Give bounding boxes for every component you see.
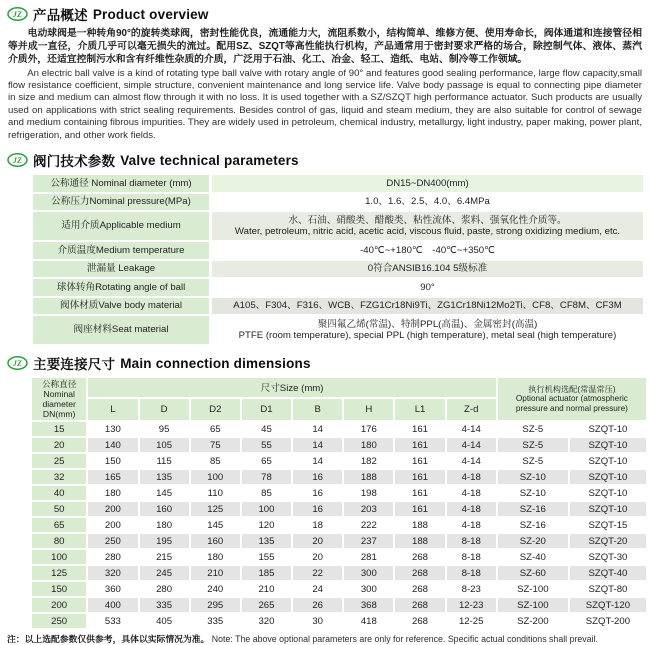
dims-header-size-col: L1 <box>395 399 444 420</box>
dim-cell: 14 <box>293 454 342 468</box>
brand-logo-icon <box>7 356 28 370</box>
overview-title-zh: 产品概述 <box>33 8 88 23</box>
dim-cell: 198 <box>344 486 393 500</box>
dim-cell: 105 <box>140 438 189 452</box>
param-label-cell: 公称压力Nominal pressure(MPa) <box>33 194 209 211</box>
dn-cell: 40 <box>32 486 86 500</box>
dim-cell: 268 <box>395 598 444 612</box>
overview-title-en: Product overview <box>92 6 209 22</box>
actuator-cell: SZ-100 <box>498 582 568 596</box>
dim-cell: 16 <box>293 470 342 484</box>
dim-cell: 115 <box>140 454 189 468</box>
param-value-line: 聚四氟乙烯(常温)、特制PPL(高温)、金属密封(高温) <box>317 318 538 330</box>
dim-cell: 26 <box>293 598 342 612</box>
dim-cell: 210 <box>242 582 291 596</box>
dn-cell: 50 <box>32 502 86 516</box>
dim-cell: 150 <box>88 454 137 468</box>
dim-cell: 300 <box>344 566 393 580</box>
dim-cell: 265 <box>242 598 291 612</box>
table-row <box>32 438 646 452</box>
table-row <box>32 598 646 612</box>
param-row <box>33 175 643 192</box>
dim-cell: 18 <box>293 518 342 532</box>
section-dimensions <box>0 353 650 630</box>
param-value-line: PTFE (room temperature), special PPL (high temperature), metal seal (high temperature) <box>238 330 617 342</box>
dim-cell: 268 <box>395 550 444 564</box>
dim-cell: 30 <box>293 614 342 628</box>
dn-cell: 125 <box>32 566 86 580</box>
dn-cell: 250 <box>32 614 86 628</box>
dims-header-actuator <box>498 378 646 420</box>
dims-header-dn-line1: 公称直径 <box>41 379 77 390</box>
dim-cell: 8-18 <box>447 534 496 548</box>
param-value-line: 0符合ANSIB16.104 5级标准 <box>367 263 488 275</box>
dim-cell: 533 <box>88 614 137 628</box>
actuator-cell: SZ-60 <box>498 566 568 580</box>
dim-cell: 215 <box>140 550 189 564</box>
dim-cell: 4-18 <box>447 502 496 516</box>
param-row <box>33 212 643 240</box>
actuator-cell: SZQT-80 <box>570 582 646 596</box>
actuator-cell: SZ-10 <box>498 486 568 500</box>
dim-cell: 145 <box>191 518 240 532</box>
dims-header-actuator-line2: Optional actuator (atmospheric <box>515 394 628 404</box>
dim-cell: 145 <box>140 486 189 500</box>
dim-cell: 180 <box>191 550 240 564</box>
dim-cell: 16 <box>293 486 342 500</box>
actuator-cell: SZQT-30 <box>570 550 646 564</box>
dim-cell: 160 <box>191 534 240 548</box>
dim-cell: 4-14 <box>447 422 496 436</box>
dim-cell: 161 <box>395 422 444 436</box>
dim-cell: 200 <box>88 518 137 532</box>
dn-cell: 25 <box>32 454 86 468</box>
section-tech-params <box>0 150 650 346</box>
dims-header-size-col: H <box>344 399 393 420</box>
dim-cell: 203 <box>344 502 393 516</box>
dim-cell: 195 <box>140 534 189 548</box>
actuator-cell: SZ-5 <box>498 422 568 436</box>
dim-cell: 188 <box>344 470 393 484</box>
actuator-cell: SZQT-200 <box>570 614 646 628</box>
dim-cell: 4-14 <box>447 438 496 452</box>
dimensions-title-zh: 主要连接尺寸 <box>33 357 116 373</box>
dims-header-dn-line3: DN(mm) <box>42 409 76 420</box>
dn-cell: 20 <box>32 438 86 452</box>
dimensions-section-title <box>7 353 650 373</box>
actuator-cell: SZQT-15 <box>570 518 646 532</box>
param-value-cell <box>212 242 643 259</box>
tech-params-title-en: Valve technical parameters <box>120 152 299 168</box>
dimensions-table <box>30 376 648 630</box>
dim-cell: 185 <box>242 566 291 580</box>
dim-cell: 405 <box>140 614 189 628</box>
param-label-cell: 阀座材料Seat material <box>33 316 209 344</box>
dim-cell: 8-23 <box>447 582 496 596</box>
dim-cell: 155 <box>242 550 291 564</box>
dim-cell: 320 <box>242 614 291 628</box>
param-value-line: 1.0、1.6、2.5、4.0、6.4MPa <box>365 196 490 208</box>
dim-cell: 161 <box>395 502 444 516</box>
dim-cell: 12-23 <box>447 598 496 612</box>
dim-cell: 20 <box>293 550 342 564</box>
param-label-cell: 泄漏量 Leakage <box>33 261 209 278</box>
dim-cell: 100 <box>191 470 240 484</box>
dim-cell: 4-18 <box>447 470 496 484</box>
table-row <box>32 550 646 564</box>
actuator-cell: SZ-40 <box>498 550 568 564</box>
dim-cell: 280 <box>88 550 137 564</box>
dims-header-actuator-line1: 执行机构选配(常温常压) <box>528 384 616 394</box>
dim-cell: 125 <box>191 502 240 516</box>
dims-header-nominal-diameter <box>32 378 86 420</box>
overview-section-title <box>7 4 650 24</box>
dim-cell: 176 <box>344 422 393 436</box>
catalog-page <box>0 4 650 645</box>
actuator-cell: SZQT-10 <box>570 422 646 436</box>
actuator-cell: SZQT-10 <box>570 470 646 484</box>
dim-cell: 182 <box>344 454 393 468</box>
dim-cell: 24 <box>293 582 342 596</box>
overview-paragraph-en <box>8 68 642 142</box>
param-value-line: Water, petroleum, nitric acid, acetic acid, viscous fluid, paste, strong oxidizing medium, etc. <box>234 226 621 238</box>
dim-cell: 8-18 <box>447 566 496 580</box>
svg-text:JZ: JZ <box>12 155 23 165</box>
dim-cell: 250 <box>88 534 137 548</box>
actuator-cell: SZQT-10 <box>570 438 646 452</box>
dims-header-size-col: B <box>293 399 342 420</box>
svg-text:JZ: JZ <box>12 9 23 19</box>
dn-cell: 200 <box>32 598 86 612</box>
dims-header-size-col: L <box>88 399 137 420</box>
param-label-cell: 适用介质Applicable medium <box>33 212 209 240</box>
dims-header-size-col: D1 <box>242 399 291 420</box>
dim-cell: 75 <box>191 438 240 452</box>
param-row <box>33 316 643 344</box>
actuator-cell: SZ-16 <box>498 518 568 532</box>
dim-cell: 140 <box>88 438 137 452</box>
dim-cell: 4-18 <box>447 486 496 500</box>
dims-header-size-col: D2 <box>191 399 240 420</box>
dims-header-size-group: 尺寸Size (mm) <box>88 378 496 397</box>
actuator-cell: SZQT-120 <box>570 598 646 612</box>
dim-cell: 295 <box>191 598 240 612</box>
table-row <box>32 422 646 436</box>
actuator-cell: SZQT-20 <box>570 534 646 548</box>
param-value-line: DN15~DN400(mm) <box>386 177 469 189</box>
dim-cell: 120 <box>242 518 291 532</box>
param-value-cell <box>212 194 643 211</box>
actuator-cell: SZ-20 <box>498 534 568 548</box>
dim-cell: 360 <box>88 582 137 596</box>
dim-cell: 180 <box>140 518 189 532</box>
actuator-cell: SZQT-10 <box>570 454 646 468</box>
dim-cell: 188 <box>395 534 444 548</box>
param-value-line: A105、F304、F316、WCB、FZG1Cr18Ni9Ti、ZG1Cr18Ni12Mo2Ti、CF8、CF8M、CF3M <box>233 300 622 312</box>
dim-cell: 210 <box>191 566 240 580</box>
dims-header-dn-line2: Nominal diameter <box>42 389 76 410</box>
param-label-cell: 阀体材质Valve body material <box>33 298 209 315</box>
param-row <box>33 261 643 278</box>
dn-cell: 100 <box>32 550 86 564</box>
dim-cell: 400 <box>88 598 137 612</box>
dim-cell: 85 <box>191 454 240 468</box>
dim-cell: 12-25 <box>447 614 496 628</box>
dim-cell: 45 <box>242 422 291 436</box>
overview-paragraph-en-text: An electric ball valve is a kind of rotating type ball valve with rotary angle of 90° and features good sealing performance, large flow capacity,small flow resistance coefficient, simple structure, convenient maintenance and long service life. Valve body passage is equal to connecting pipe diameter in size and medium can almost flow through it with no loss. It is used together with a SZ/SZQT high performance actuator. Such products are usually used on applications with strict sealing requirements. Besides control of gas, liquid and steam medium, they are also suitable for control of sewage and medium containing fibrous impurities. They are widely used in petroleum, chemical industry, metallurgy, light industry, paper making, power plant, refrigeration, and other work fields. <box>8 67 642 141</box>
dim-cell: 4-14 <box>447 454 496 468</box>
dim-cell: 65 <box>191 422 240 436</box>
dim-cell: 335 <box>191 614 240 628</box>
table-row <box>32 454 646 468</box>
dim-cell: 200 <box>88 502 137 516</box>
param-value-cell <box>212 175 643 192</box>
dim-cell: 268 <box>395 582 444 596</box>
param-value-cell <box>212 212 643 240</box>
dim-cell: 180 <box>344 438 393 452</box>
dim-cell: 160 <box>140 502 189 516</box>
dim-cell: 161 <box>395 486 444 500</box>
dim-cell: 245 <box>140 566 189 580</box>
actuator-cell: SZ-5 <box>498 454 568 468</box>
param-label-cell: 公称通径 Nominal diameter (mm) <box>33 175 209 192</box>
dim-cell: 161 <box>395 438 444 452</box>
param-value-cell <box>212 279 643 296</box>
dim-cell: 130 <box>88 422 137 436</box>
actuator-cell: SZ-200 <box>498 614 568 628</box>
dn-cell: 150 <box>32 582 86 596</box>
dim-cell: 14 <box>293 422 342 436</box>
overview-paragraph-zh-text: 电动球阀是一种转角90°的旋转类球阀，密封性能优良，流通能力大，流阻系数小，结构简单、维修方便、使用寿命长，阀体通道和连接管径相等并成一直径，介质几乎可以毫无损失的流过。配用SZ、SZQT等高性能执行机构，产品通常用于密封要求严格的场合，除控制气体、液体、蒸汽介质外，还适宜控制污水和含有纤维性杂质的介质，广泛用于石油、化工、冶金、轻工、造纸、电站、制冷等工作领域。 <box>8 28 642 66</box>
dim-cell: 300 <box>344 582 393 596</box>
section-overview <box>0 4 650 142</box>
tech-params-title-zh: 阀门技术参数 <box>33 154 116 170</box>
dn-cell: 15 <box>32 422 86 436</box>
dim-cell: 4-18 <box>447 518 496 532</box>
dim-cell: 368 <box>344 598 393 612</box>
table-row <box>32 566 646 580</box>
dim-cell: 320 <box>88 566 137 580</box>
table-row <box>32 486 646 500</box>
param-value-cell <box>212 298 643 315</box>
param-row <box>33 242 643 259</box>
actuator-cell: SZQT-10 <box>570 502 646 516</box>
dn-cell: 32 <box>32 470 86 484</box>
dim-cell: 418 <box>344 614 393 628</box>
actuator-cell: SZ-100 <box>498 598 568 612</box>
dim-cell: 85 <box>242 486 291 500</box>
dim-cell: 14 <box>293 438 342 452</box>
actuator-cell: SZ-16 <box>498 502 568 516</box>
footer-note-zh: 注：以上选配参数仅供参考，具体以实际情况为准。 <box>7 634 210 645</box>
param-label-cell: 介质温度Medium temperature <box>33 242 209 259</box>
dim-cell: 281 <box>344 550 393 564</box>
table-row <box>32 614 646 628</box>
param-row <box>33 279 643 296</box>
actuator-cell: SZQT-10 <box>570 486 646 500</box>
dims-header-actuator-line3: pressure and normal pressure) <box>515 403 628 413</box>
dim-cell: 165 <box>88 470 137 484</box>
table-row <box>32 534 646 548</box>
dim-cell: 95 <box>140 422 189 436</box>
table-row <box>32 518 646 532</box>
dim-cell: 161 <box>395 470 444 484</box>
dim-cell: 16 <box>293 502 342 516</box>
param-value-line: -40℃~+180℃ -40℃~+350℃ <box>360 244 495 256</box>
table-row <box>32 502 646 516</box>
footer-note-en: Note: The above optional parameters are only for reference. Specific actual conditions shall prevail. <box>211 634 598 645</box>
actuator-cell: SZQT-40 <box>570 566 646 580</box>
tech-params-section-title <box>7 150 650 170</box>
dim-cell: 335 <box>140 598 189 612</box>
actuator-cell: SZ-10 <box>498 470 568 484</box>
footer-note <box>7 634 650 645</box>
param-row <box>33 298 643 315</box>
actuator-cell: SZ-5 <box>498 438 568 452</box>
dim-cell: 100 <box>242 502 291 516</box>
dim-cell: 268 <box>395 614 444 628</box>
dim-cell: 55 <box>242 438 291 452</box>
dim-cell: 135 <box>140 470 189 484</box>
param-value-line: 水、石油、硝酸类、醋酸类、粘性流体、浆料、强氧化性介质等。 <box>288 214 567 226</box>
dim-cell: 110 <box>191 486 240 500</box>
table-row <box>32 470 646 484</box>
dim-cell: 268 <box>395 566 444 580</box>
param-value-line: 90° <box>420 281 435 293</box>
brand-logo-icon <box>7 7 28 21</box>
dimensions-title-en: Main connection dimensions <box>120 355 311 371</box>
dim-cell: 65 <box>242 454 291 468</box>
dim-cell: 20 <box>293 534 342 548</box>
dim-cell: 8-18 <box>447 550 496 564</box>
param-label-cell: 球体转角Rotating angle of ball <box>33 279 209 296</box>
param-value-cell <box>212 316 643 344</box>
overview-paragraph-zh <box>8 27 642 67</box>
dim-cell: 188 <box>395 518 444 532</box>
tech-params-table <box>30 173 646 346</box>
dn-cell: 80 <box>32 534 86 548</box>
param-value-cell <box>212 261 643 278</box>
dims-header-size-col: D <box>140 399 189 420</box>
brand-logo-icon <box>7 153 28 167</box>
dim-cell: 237 <box>344 534 393 548</box>
dims-header-size-col: Z-d <box>447 399 496 420</box>
dim-cell: 161 <box>395 454 444 468</box>
table-row <box>32 582 646 596</box>
param-row <box>33 194 643 211</box>
dn-cell: 65 <box>32 518 86 532</box>
dim-cell: 240 <box>191 582 240 596</box>
dim-cell: 280 <box>140 582 189 596</box>
dim-cell: 135 <box>242 534 291 548</box>
dim-cell: 22 <box>293 566 342 580</box>
svg-text:JZ: JZ <box>12 358 23 368</box>
dim-cell: 222 <box>344 518 393 532</box>
dim-cell: 78 <box>242 470 291 484</box>
dim-cell: 180 <box>88 486 137 500</box>
